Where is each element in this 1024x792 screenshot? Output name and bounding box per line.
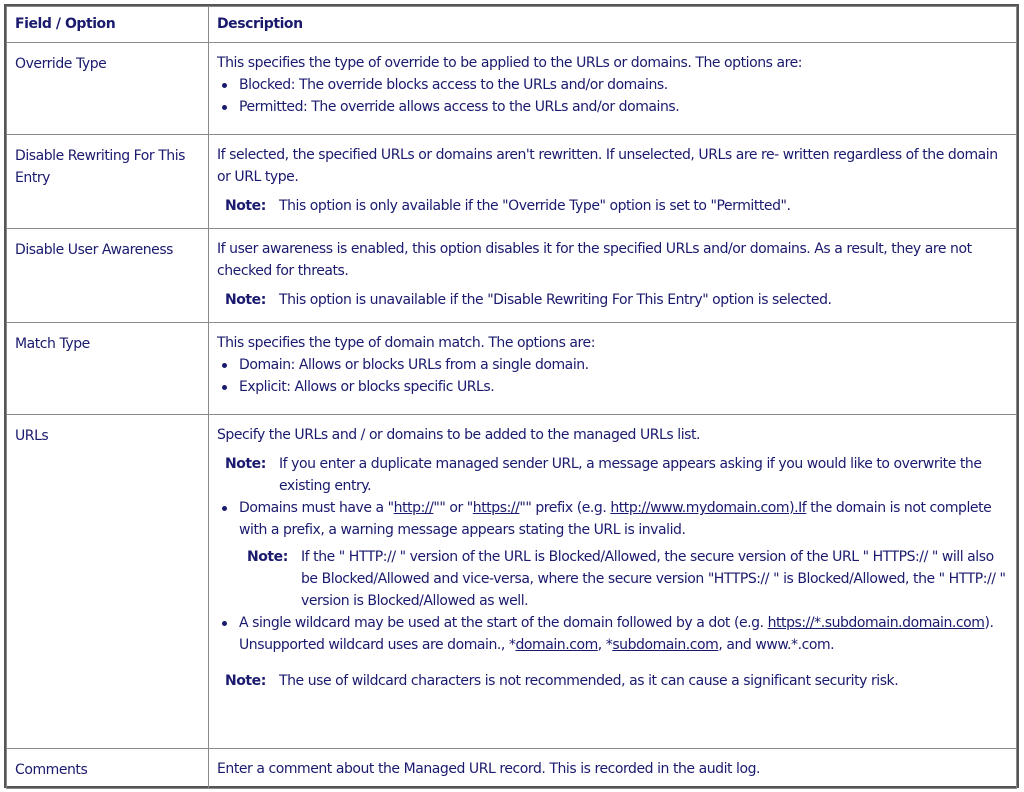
header-row <box>7 7 1017 43</box>
list-item <box>220 612 1006 656</box>
header-field-option: Field / Option <box>7 7 209 43</box>
list-item <box>220 74 1006 96</box>
table-row <box>7 323 1017 415</box>
desc-disable-rewriting <box>209 135 1017 229</box>
list-item-text: Permitted: The override allows access to the URLs and/or domains. <box>239 99 680 115</box>
desc-match-type <box>209 323 1017 415</box>
note-label: Note: <box>225 292 266 308</box>
text-fragment: , * <box>597 637 613 653</box>
list-item-text: Explicit: Allows or blocks specific URLs. <box>239 379 495 395</box>
link-subdomain-com[interactable]: subdomain.com <box>612 637 719 653</box>
bullet-icon <box>222 385 227 390</box>
options-list <box>217 74 1006 118</box>
field-override-type: Override Type <box>7 43 209 135</box>
note-label: Note: <box>225 198 266 214</box>
bullet-icon <box>222 506 227 511</box>
list-item-text: Domain: Allows or blocks URLs from a single domain. <box>239 357 589 373</box>
link-https[interactable]: https:// <box>472 500 520 516</box>
table-row <box>7 749 1017 789</box>
list-item <box>220 376 1006 398</box>
bullet-icon <box>222 105 227 110</box>
list-item-text: Blocked: The override blocks access to the URLs and/or domains. <box>239 77 668 93</box>
field-disable-rewriting: Disable Rewriting For This Entry <box>7 135 209 229</box>
bullet-icon <box>222 621 227 626</box>
options-table-grid <box>6 6 1017 789</box>
text-fragment: "" or " <box>433 500 473 516</box>
field-comments: Comments <box>7 749 209 789</box>
desc-intro: Specify the URLs and / or domains to be added to the managed URLs list. <box>217 427 701 443</box>
text-fragment: Domains must have a " <box>239 500 394 516</box>
note-label: Note: <box>225 673 266 689</box>
note-text: If the " HTTP:// " version of the URL is Blocked/Allowed, the secure version of the URL " HTTPS:// " will also be Blocked/Allowed and vice-versa, where the secure version "HTTPS:// " is Blocked/Allowed, the " HTTP:// " version is Blocked/Allowed as well. <box>301 549 1006 609</box>
text-fragment: "" prefix (e.g. <box>519 500 611 516</box>
desc-intro: This specifies the type of override to be applied to the URLs or domains. The options are: <box>217 55 803 71</box>
table-row <box>7 229 1017 323</box>
list-item <box>220 497 1006 541</box>
note-label: Note: <box>225 456 266 472</box>
note-block <box>225 453 1006 497</box>
rules-list <box>217 497 1006 541</box>
bullet-icon <box>222 83 227 88</box>
options-table <box>4 4 1019 788</box>
note-block <box>225 289 1006 311</box>
desc-intro: This specifies the type of domain match. The options are: <box>217 335 595 351</box>
field-urls: URLs <box>7 415 209 749</box>
note-text: The use of wildcard characters is not recommended, as it can cause a significant security risk. <box>279 673 899 689</box>
desc-override-type <box>209 43 1017 135</box>
table-row <box>7 43 1017 135</box>
desc-disable-user-awareness <box>209 229 1017 323</box>
note-label: Note: <box>247 549 288 565</box>
note-text: This option is only available if the "Override Type" option is set to "Permitted". <box>279 198 791 214</box>
list-item <box>220 96 1006 118</box>
options-list <box>217 354 1006 398</box>
desc-text: If user awareness is enabled, this option disables it for the specified URLs and/or domains. As a result, they are not checked for threats. <box>217 241 972 279</box>
text-fragment: A single wildcard may be used at the start of the domain followed by a dot (e.g. <box>239 615 768 631</box>
link-example-domain[interactable]: http://www.mydomain.com).If <box>610 500 807 516</box>
link-wildcard-example[interactable]: https://*.subdomain.domain.com <box>767 615 985 631</box>
link-http[interactable]: http:// <box>393 500 434 516</box>
header-description: Description <box>209 7 1017 43</box>
link-domain-com[interactable]: domain.com <box>515 637 598 653</box>
text-fragment: ). Unsupported wildcard uses are domain., * <box>239 615 994 653</box>
desc-urls <box>209 415 1017 749</box>
note-block <box>225 195 1006 217</box>
field-match-type: Match Type <box>7 323 209 415</box>
text-fragment: , and www.*.com. <box>718 637 835 653</box>
field-disable-user-awareness: Disable User Awareness <box>7 229 209 323</box>
text-fragment: the domain is not complete with a prefix, a warning message appears stating the URL is invalid. <box>239 500 992 538</box>
desc-comments: Enter a comment about the Managed URL record. This is recorded in the audit log. <box>209 749 1017 789</box>
bullet-icon <box>222 363 227 368</box>
table-row <box>7 415 1017 749</box>
note-text: This option is unavailable if the "Disable Rewriting For This Entry" option is selected. <box>279 292 832 308</box>
note-block-inner <box>247 546 1006 612</box>
note-text: If you enter a duplicate managed sender URL, a message appears asking if you would like to overwrite the existing entry. <box>279 456 982 494</box>
note-block <box>225 670 1006 692</box>
desc-text: If selected, the specified URLs or domains aren't rewritten. If unselected, URLs are re- written regardless of the domain or URL type. <box>217 147 998 185</box>
list-item <box>220 354 1006 376</box>
table-row <box>7 135 1017 229</box>
rules-list <box>217 612 1006 656</box>
